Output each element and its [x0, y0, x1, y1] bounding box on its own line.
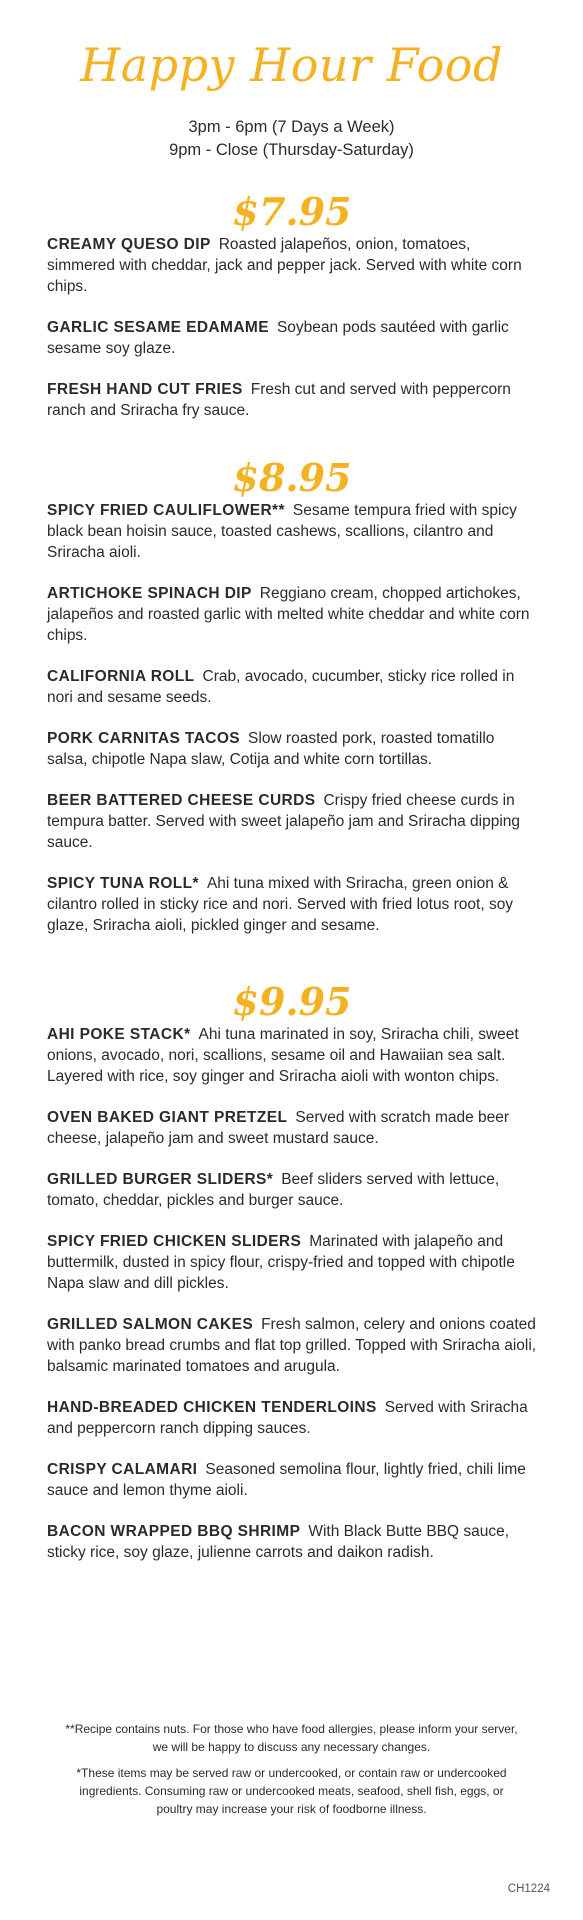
price-heading: $8.95 — [232, 455, 352, 500]
item-name: SPICY FRIED CHICKEN SLIDERS — [47, 1233, 302, 1250]
item-name: BEER BATTERED CHEESE CURDS — [47, 792, 316, 809]
menu-item — [47, 1169, 537, 1211]
item-description: Fresh cut and served with peppercorn ranch and Sriracha fry sauce. — [47, 381, 511, 419]
nut-allergy-note: **Recipe contains nuts. For those who have food allergies, please inform your server, we will be happy to discuss any necessary changes. — [65, 1722, 518, 1754]
page-title: Happy Hour Food — [80, 38, 503, 92]
hours-weekly: 3pm - 6pm (7 Days a Week) — [188, 118, 395, 136]
item-description: Reggiano cream, chopped artichokes, jalapeños and roasted garlic with melted white cheddar and white corn chips. — [47, 585, 530, 644]
menu-item — [47, 728, 537, 770]
price-heading: $9.95 — [232, 979, 352, 1024]
item-name: CRISPY CALAMARI — [47, 1461, 198, 1478]
item-name: CREAMY QUESO DIP — [47, 236, 211, 253]
item-description: Slow roasted pork, roasted tomatillo salsa, chipotle Napa slaw, Cotija and white corn tortillas. — [47, 730, 495, 768]
price-heading: $7.95 — [232, 189, 352, 234]
menu-item — [47, 1459, 537, 1501]
menu-item — [47, 379, 537, 421]
item-description: Roasted jalapeños, onion, tomatoes, simmered with cheddar, jack and pepper jack. Served with white corn chips. — [47, 236, 522, 295]
item-name: GRILLED BURGER SLIDERS* — [47, 1171, 274, 1188]
menu-item — [47, 1231, 537, 1294]
hours-late: 9pm - Close (Thursday-Saturday) — [169, 141, 414, 159]
item-description: Ahi tuna marinated in soy, Sriracha chili, sweet onions, avocado, nori, scallions, sesame oil and Hawaiian sea salt. Layered with rice, soy ginger and Sriracha aioli with wonton chips. — [47, 1026, 519, 1085]
menu-code: CH1224 — [507, 1883, 550, 1895]
item-name: SPICY FRIED CAULIFLOWER** — [47, 502, 285, 519]
menu-item — [47, 873, 537, 936]
item-description: Served with Sriracha and peppercorn ranch dipping sauces. — [47, 1399, 528, 1437]
section-995 — [47, 980, 537, 1583]
item-description: Beef sliders served with lettuce, tomato, cheddar, pickles and burger sauce. — [47, 1171, 500, 1209]
menu-item — [47, 1397, 537, 1439]
raw-food-warning: *These items may be served raw or undercooked, or contain raw or undercooked ingredients. Consuming raw or undercooked meats, seafood, shell fish, eggs, or poultry may increase your risk of foodborne illness. — [76, 1766, 507, 1816]
item-name: FRESH HAND CUT FRIES — [47, 381, 243, 398]
menu-item — [47, 1521, 537, 1563]
footnotes — [60, 1720, 523, 1826]
menu-item — [47, 1024, 537, 1087]
menu-item — [47, 1314, 537, 1377]
menu-item — [47, 234, 537, 297]
item-name: ARTICHOKE SPINACH DIP — [47, 585, 252, 602]
hours-block — [0, 116, 583, 162]
item-description: Marinated with jalapeño and buttermilk, dusted in spicy flour, crispy-fried and topped with chipotle Napa slaw and dill pickles. — [47, 1233, 515, 1292]
item-name: OVEN BAKED GIANT PRETZEL — [47, 1109, 288, 1126]
item-description: Ahi tuna mixed with Sriracha, green onion & cilantro rolled in sticky rice and nori. Served with fried lotus root, soy glaze, Sriracha aioli, pickled ginger and sesame. — [47, 875, 514, 934]
item-name: GARLIC SESAME EDAMAME — [47, 319, 269, 336]
menu-item — [47, 790, 537, 853]
menu-item — [47, 500, 537, 563]
item-description: Sesame tempura fried with spicy black bean hoisin sauce, toasted cashews, scallions, cilantro and Sriracha aioli. — [47, 502, 517, 561]
item-name: HAND-BREADED CHICKEN TENDERLOINS — [47, 1399, 377, 1416]
item-description: Fresh salmon, celery and onions coated with panko bread crumbs and flat top grilled. Topped with Sriracha aioli, balsamic marinated tomatoes and arugula. — [47, 1316, 537, 1375]
menu-item — [47, 1107, 537, 1149]
item-name: PORK CARNITAS TACOS — [47, 730, 241, 747]
section-895 — [47, 456, 537, 956]
menu-item — [47, 317, 537, 359]
item-name: SPICY TUNA ROLL* — [47, 875, 199, 892]
item-name: BACON WRAPPED BBQ SHRIMP — [47, 1523, 301, 1540]
item-description: Served with scratch made beer cheese, jalapeño jam and sweet mustard sauce. — [47, 1109, 510, 1147]
item-description: Crab, avocado, cucumber, sticky rice rolled in nori and sesame seeds. — [47, 668, 515, 706]
item-description: Seasoned semolina flour, lightly fried, chili lime sauce and lemon thyme aioli. — [47, 1461, 526, 1499]
menu-item — [47, 583, 537, 646]
menu-item — [47, 666, 537, 708]
item-description: Crispy fried cheese curds in tempura batter. Served with sweet jalapeño jam and Sriracha dipping sauce. — [47, 792, 521, 851]
item-description: With Black Butte BBQ sauce, sticky rice, soy glaze, julienne carrots and daikon radish. — [47, 1523, 510, 1561]
section-795 — [47, 190, 537, 441]
item-description: Soybean pods sautéed with garlic sesame soy glaze. — [47, 319, 509, 357]
item-name: AHI POKE STACK* — [47, 1026, 191, 1043]
item-name: CALIFORNIA ROLL — [47, 668, 195, 685]
item-name: GRILLED SALMON CAKES — [47, 1316, 254, 1333]
